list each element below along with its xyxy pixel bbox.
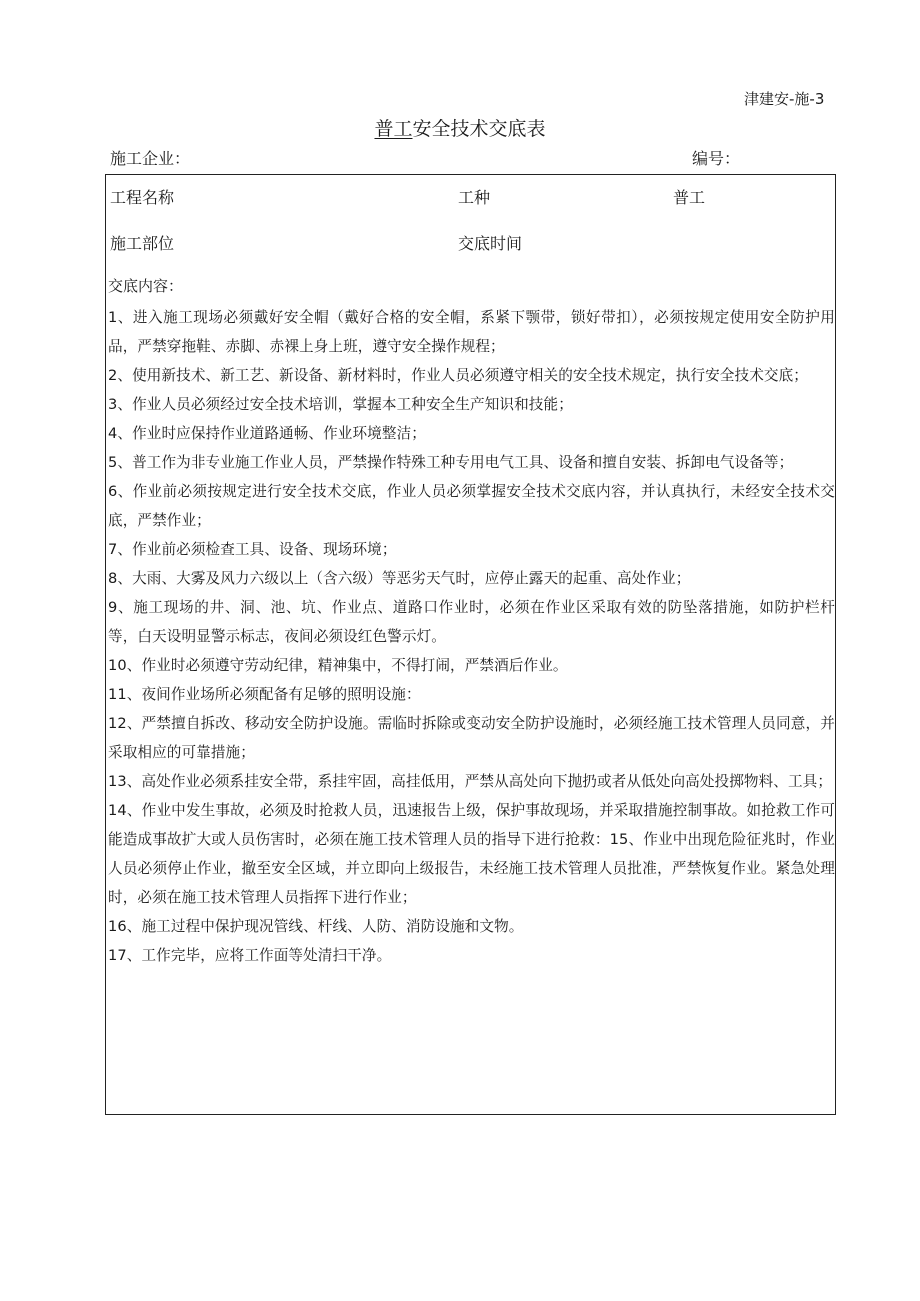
- list-item: 7、作业前必须检查工具、设备、现场环境；: [108, 541, 397, 558]
- list-item: 9、施工现场的井、洞、池、坑、作业点、道路口作业时，必须在作业区采取有效的防坠落措施，如防护栏杆等，白天设明显警示标志，夜间必须设红色警示灯。: [108, 599, 835, 645]
- form-code: 津建安-施-3: [744, 90, 825, 108]
- list-item: 11、夜间作业场所必须配备有足够的照明设施：: [108, 686, 421, 703]
- list-item: 10、作业时必须遵守劳动纪律，精神集中，不得打闹，严禁酒后作业。: [108, 657, 568, 674]
- site-part-label: 施工部位: [110, 234, 175, 253]
- list-item: 5、普工作为非专业施工作业人员，严禁操作特殊工种专用电气工具、设备和擅自安装、拆卸电气设备等；: [108, 454, 794, 471]
- list-item: 12、严禁擅自拆改、移动安全防护设施。需临时拆除或变动安全防护设施时，必须经施工技术管理人员同意，并采取相应的可靠措施；: [108, 715, 835, 761]
- company-label: 施工企业：: [110, 149, 191, 168]
- handover-content: [108, 272, 835, 970]
- trade-label: 工种: [458, 188, 491, 207]
- page-title: [0, 114, 920, 141]
- list-item: 16、施工过程中保护现况管线、杆线、人防、消防设施和文物。: [108, 918, 524, 935]
- number-label: 编号：: [692, 149, 741, 168]
- list-item: 2、使用新技术、新工艺、新设备、新材料时，作业人员必须遵守相关的安全技术规定，执行安全技术交底；: [108, 367, 808, 384]
- list-item: 6、作业前必须按规定进行安全技术交底，作业人员必须掌握安全技术交底内容，并认真执行，未经安全技术交底，严禁作业；: [108, 483, 835, 529]
- handover-time-label: 交底时间: [458, 234, 523, 253]
- list-item: 14、作业中发生事故，必须及时抢救人员，迅速报告上级，保护事故现场，并采取措施控制事故。如抢救工作可能造成事故扩大或人员伤害时，必须在施工技术管理人员的指导下进行抢救：15、作业中出现危险征兆时，作业人员必须停止作业，撤至安全区域，并立即向上级报告，未经施工技术管理人员批准，严禁恢复作业。紧急处理时，必须在施工技术管理人员指挥下进行作业；: [108, 802, 835, 906]
- list-item: 13、高处作业必须系挂安全带，系挂牢固，高挂低用，严禁从高处向下抛扔或者从低处向高处投掷物料、工具；: [108, 773, 833, 790]
- list-item: 1、进入施工现场必须戴好安全帽（戴好合格的安全帽，系紧下颚带，锁好带扣），必须按规定使用安全防护用品，严禁穿拖鞋、赤脚、赤裸上身上班，遵守安全操作规程；: [108, 309, 835, 355]
- list-item: 17、工作完毕，应将工作面等处清扫干净。: [108, 947, 392, 964]
- list-item: 8、大雨、大雾及风力六级以上（含六级）等恶劣天气时，应停止露天的起重、高处作业；: [108, 570, 691, 587]
- list-item: 4、作业时应保持作业道路通畅、作业环境整洁；: [108, 425, 426, 442]
- project-name-label: 工程名称: [110, 188, 175, 207]
- title-trade: 普工: [374, 118, 413, 140]
- trade-value: 普工: [673, 188, 706, 207]
- list-item: 3、作业人员必须经过安全技术培训，掌握本工种安全生产知识和技能；: [108, 396, 573, 413]
- title-rest: 安全技术交底表: [412, 118, 546, 140]
- handover-table: [105, 174, 836, 1115]
- content-label: 交底内容：: [108, 277, 184, 295]
